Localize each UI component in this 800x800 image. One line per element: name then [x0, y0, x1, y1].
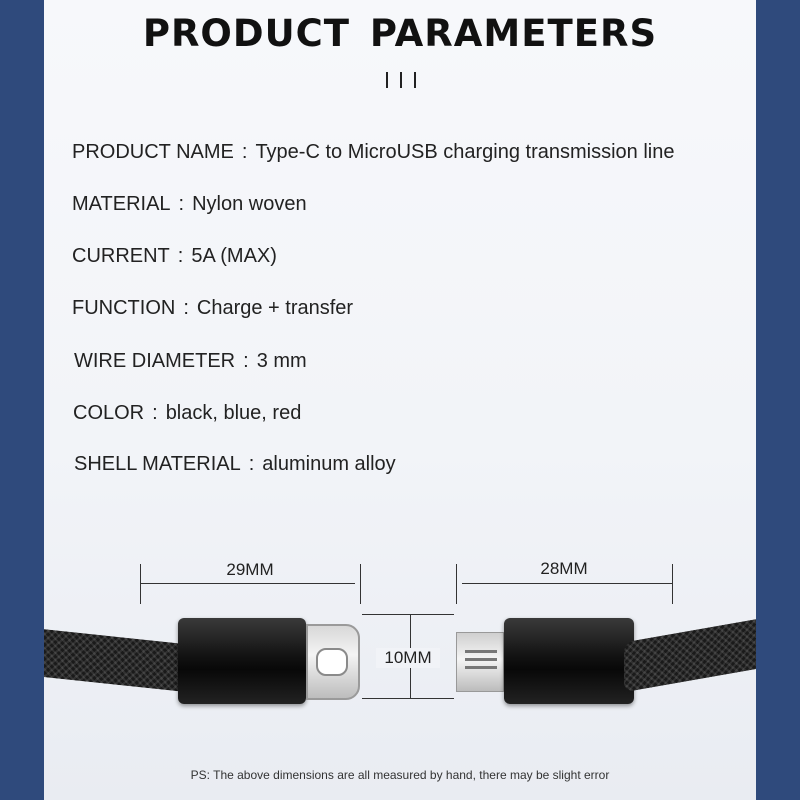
param-separator: :: [183, 297, 189, 319]
param-current: [72, 245, 277, 268]
dimension-label-left: 29MM: [226, 560, 274, 579]
param-value: aluminum alloy: [262, 453, 396, 475]
micro-usb-plug-icon: [456, 632, 504, 692]
type-c-plug-icon: [306, 624, 360, 700]
dimension-tick-left-end: [360, 564, 361, 604]
param-label: WIRE DIAMETER: [74, 350, 236, 372]
dimension-label-height: 10MM: [376, 648, 440, 668]
param-separator: :: [243, 350, 249, 372]
cable-braid-right: [624, 618, 756, 693]
title-divider-icon: [386, 72, 416, 88]
footnote: PS: The above dimensions are all measured by hand, there may be slight error: [190, 768, 610, 782]
param-label: FUNCTION: [72, 297, 176, 319]
dimension-line-right: [462, 583, 672, 584]
dimension-line-left: [140, 583, 355, 584]
param-material: [72, 193, 307, 216]
param-value: Nylon woven: [192, 193, 307, 215]
param-separator: :: [241, 141, 248, 163]
product-parameters-card: [44, 0, 756, 800]
param-value: 3 mm: [256, 350, 307, 372]
cable-braid-left: [44, 629, 194, 693]
param-separator: :: [152, 402, 158, 424]
param-wire-diameter: [74, 350, 307, 373]
param-separator: :: [177, 245, 184, 267]
micro-usb-housing: [504, 618, 634, 704]
type-c-housing: [178, 618, 306, 704]
dimension-label-right: 28MM: [540, 559, 588, 578]
dimension-line-height-bottom: [362, 698, 454, 699]
param-label: COLOR: [73, 402, 145, 424]
param-separator: :: [178, 193, 185, 215]
param-product-name: [72, 141, 674, 164]
dimension-tick-right-end: [672, 564, 673, 604]
param-value: Type-C to MicroUSB charging transmission line: [255, 141, 675, 163]
param-separator: :: [248, 453, 255, 475]
param-label: PRODUCT NAME: [72, 141, 234, 163]
param-label: SHELL MATERIAL: [74, 453, 241, 475]
param-value: Charge + transfer: [196, 297, 354, 319]
param-label: CURRENT: [72, 245, 170, 267]
param-label: MATERIAL: [72, 193, 171, 215]
dimension-line-height-top: [362, 614, 454, 615]
param-function: [72, 297, 353, 320]
param-shell-material: [74, 453, 396, 476]
param-value: black, blue, red: [165, 402, 302, 424]
param-value: 5A (MAX): [191, 245, 277, 267]
param-color: [73, 402, 301, 425]
page-title: PRODUCT PARAMETERS: [142, 12, 658, 55]
